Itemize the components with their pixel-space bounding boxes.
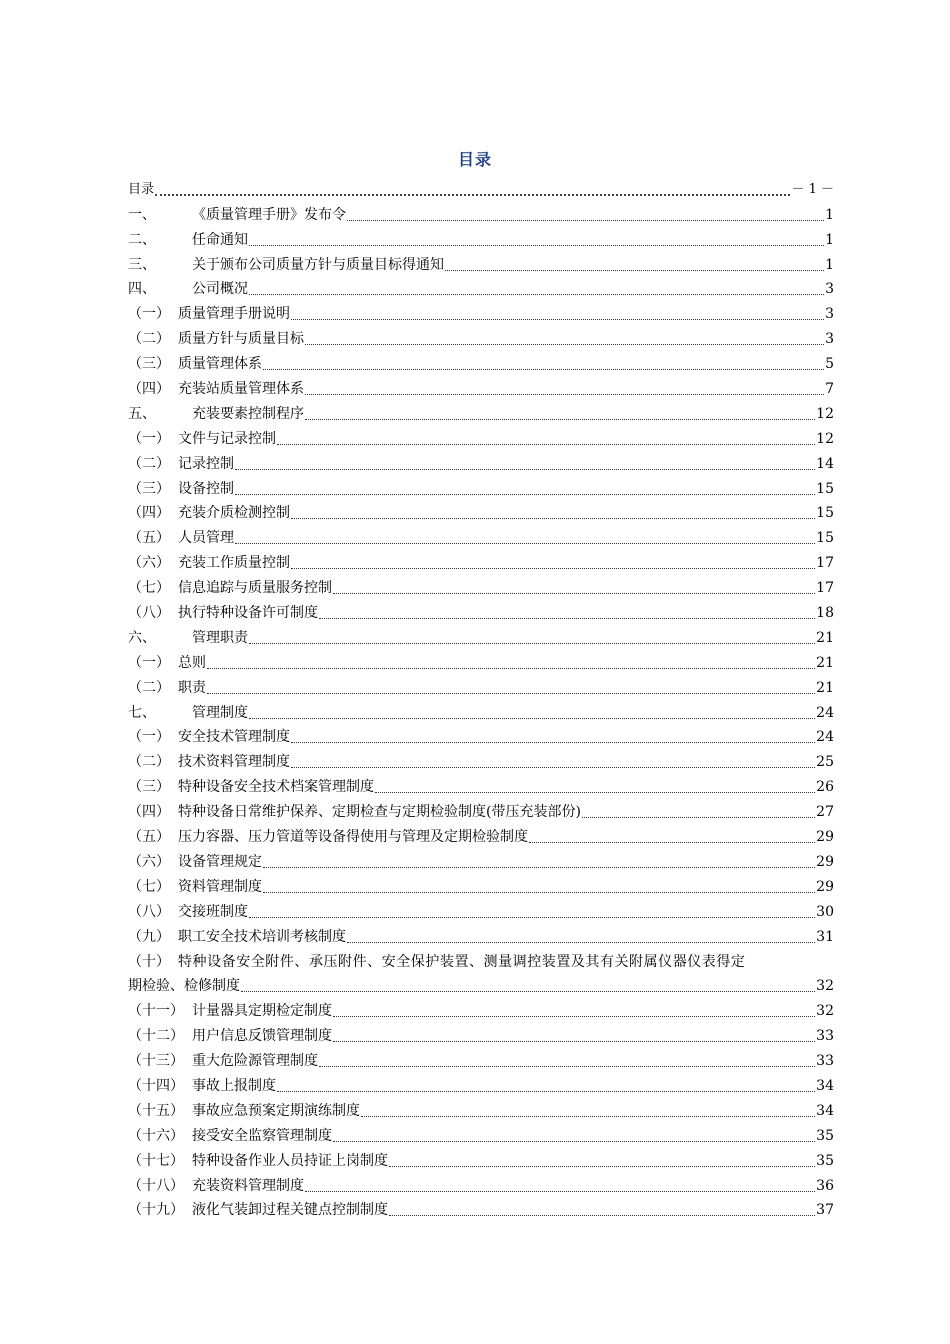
toc-leader-dots — [347, 219, 824, 221]
toc-leader-dots — [305, 343, 824, 345]
toc-entry-page: 7 — [825, 381, 834, 398]
toc-entry-text: 《质量管理手册》发布令 — [192, 206, 346, 223]
toc-entry-page: 18 — [816, 605, 834, 622]
toc-entry-page: 21 — [816, 629, 834, 646]
toc-list — [128, 174, 834, 1219]
toc-entry-page: 15 — [816, 480, 834, 497]
toc-leader-dots — [263, 368, 824, 370]
toc-entry-page: 37 — [816, 1202, 834, 1219]
toc-entry-number: （十四） — [128, 1077, 184, 1094]
toc-entry-page: 34 — [816, 1077, 834, 1094]
toc-entry[interactable] — [128, 224, 834, 249]
toc-entry-number: （一） — [128, 430, 170, 447]
toc-entry[interactable] — [128, 547, 834, 572]
toc-entry-number: （六） — [128, 853, 170, 870]
toc-entry-text: 任命通知 — [192, 231, 248, 248]
toc-entry-number: （五） — [128, 530, 170, 547]
toc-entry[interactable] — [128, 796, 834, 821]
toc-leader-dots — [375, 791, 815, 793]
toc-entry-number: （六） — [128, 555, 170, 572]
toc-leader-dots — [235, 493, 815, 495]
toc-entry-page: 5 — [825, 356, 834, 373]
toc-leader-dots — [389, 1214, 815, 1216]
toc-entry-number: （十六） — [128, 1127, 184, 1144]
toc-entry-number: （五） — [128, 829, 170, 846]
toc-entry[interactable] — [128, 1120, 834, 1145]
toc-entry-text: 交接班制度 — [178, 903, 248, 920]
toc-entry-page: 36 — [816, 1177, 834, 1194]
toc-entry-page: 3 — [825, 331, 834, 348]
toc-entry-page: 26 — [816, 779, 834, 796]
toc-entry[interactable] — [128, 921, 834, 946]
toc-leader-dots — [155, 193, 790, 196]
toc-entry-number: （十五） — [128, 1102, 184, 1119]
toc-entry-page: － 1 － — [791, 181, 834, 197]
toc-entry[interactable] — [128, 1170, 834, 1195]
toc-entry-number: （十三） — [128, 1053, 184, 1070]
toc-entry-text: 信息追踪与质量服务控制 — [178, 580, 332, 597]
toc-entry-number: （十八） — [128, 1177, 184, 1194]
toc-entry-text: 文件与记录控制 — [178, 430, 276, 447]
toc-entry-page: 14 — [816, 455, 834, 472]
toc-entry[interactable] — [128, 722, 834, 747]
toc-entry-text: 安全技术管理制度 — [178, 729, 290, 746]
toc-entry-text: 关于颁布公司质量方针与质量目标得通知 — [192, 256, 444, 273]
toc-entry-text: 充装资料管理制度 — [192, 1177, 304, 1194]
toc-entry[interactable] — [128, 871, 834, 896]
toc-entry-wrapped[interactable] — [128, 946, 834, 996]
toc-leader-dots — [277, 1090, 815, 1092]
toc-entry-page: 1 — [825, 256, 834, 273]
toc-leader-dots — [333, 1040, 815, 1042]
toc-entry-number: 三、 — [128, 256, 156, 273]
toc-entry[interactable] — [128, 423, 834, 448]
toc-entry-number: （十九） — [128, 1202, 184, 1219]
toc-leader-dots — [207, 667, 815, 669]
toc-entry[interactable] — [128, 448, 834, 473]
toc-leader-dots — [445, 269, 824, 271]
toc-entry-page: 29 — [816, 878, 834, 895]
toc-entry[interactable] — [128, 1095, 834, 1120]
toc-entry-text: 资料管理制度 — [178, 878, 262, 895]
toc-entry-text: 职工安全技术培训考核制度 — [178, 928, 346, 945]
toc-entry-page: 31 — [816, 928, 834, 945]
toc-entry-number: （七） — [128, 580, 170, 597]
toc-entry-text: 人员管理 — [178, 530, 234, 547]
toc-entry-page: 3 — [825, 281, 834, 298]
toc-leader-dots — [529, 841, 815, 843]
toc-leader-dots — [291, 567, 815, 569]
toc-entry-text: 设备控制 — [178, 480, 234, 497]
toc-entry[interactable] — [128, 323, 834, 348]
toc-entry[interactable] — [128, 597, 834, 622]
toc-entry-text: 用户信息反馈管理制度 — [192, 1028, 332, 1045]
toc-entry-number: （十七） — [128, 1152, 184, 1169]
toc-entry-number: （二） — [128, 455, 170, 472]
toc-entry-text: 设备管理规定 — [178, 853, 262, 870]
toc-entry-number: （二） — [128, 679, 170, 696]
toc-leader-dots — [319, 1065, 815, 1067]
toc-entry-page: 30 — [816, 903, 834, 920]
toc-entry-text: 质量方针与质量目标 — [178, 331, 304, 348]
toc-leader-dots — [291, 741, 815, 743]
toc-entry[interactable] — [128, 672, 834, 697]
toc-entry-text: 压力容器、压力管道等设备得使用与管理及定期检验制度 — [178, 829, 528, 846]
toc-leader-dots — [291, 318, 824, 320]
toc-entry-number: （十二） — [128, 1028, 184, 1045]
toc-leader-dots — [319, 617, 815, 619]
toc-entry-number: （三） — [128, 356, 170, 373]
toc-entry[interactable] — [128, 622, 834, 647]
toc-entry-page: 29 — [816, 829, 834, 846]
toc-entry-number: （三） — [128, 480, 170, 497]
toc-leader-dots — [249, 916, 815, 918]
toc-entry[interactable] — [128, 771, 834, 796]
toc-entry-text: 技术资料管理制度 — [178, 754, 290, 771]
toc-entry-text: 事故上报制度 — [192, 1077, 276, 1094]
toc-entry-page: 12 — [816, 430, 834, 447]
toc-entry[interactable] — [128, 199, 834, 224]
toc-entry-page: 35 — [816, 1152, 834, 1169]
toc-entry-text: 接受安全监察管理制度 — [192, 1127, 332, 1144]
toc-leader-dots — [582, 816, 815, 818]
toc-leader-dots — [333, 1015, 815, 1017]
toc-leader-dots — [235, 468, 815, 470]
toc-entry-number: （四） — [128, 381, 170, 398]
toc-entry[interactable] — [128, 1070, 834, 1095]
toc-entry-number: 五、 — [128, 405, 156, 422]
toc-leader-dots — [347, 941, 815, 943]
toc-leader-dots — [263, 891, 815, 893]
toc-entry-page: 34 — [816, 1102, 834, 1119]
toc-entry-text: 记录控制 — [178, 455, 234, 472]
toc-leader-dots — [249, 642, 815, 644]
toc-entry-number: （四） — [128, 804, 170, 821]
toc-entry[interactable] — [128, 896, 834, 921]
toc-entry[interactable] — [128, 522, 834, 547]
toc-leader-dots — [333, 592, 815, 594]
toc-entry-page: 35 — [816, 1127, 834, 1144]
toc-entry-text: 充装站质量管理体系 — [178, 381, 304, 398]
toc-entry-text: 液化气装卸过程关键点控制制度 — [192, 1202, 388, 1219]
toc-entry[interactable] — [128, 1020, 834, 1045]
toc-entry-page: 17 — [816, 555, 834, 572]
toc-entry-number: （十） — [128, 953, 170, 970]
toc-entry-number: （十一） — [128, 1003, 184, 1020]
toc-entry[interactable] — [128, 572, 834, 597]
toc-entry[interactable] — [128, 821, 834, 846]
toc-leader-dots — [305, 1190, 815, 1192]
toc-entry-text: 质量管理体系 — [178, 356, 262, 373]
toc-entry-number: 一、 — [128, 206, 156, 223]
toc-leader-dots — [305, 418, 815, 420]
toc-leader-dots — [389, 1165, 815, 1167]
toc-entry-page: 1 — [825, 231, 834, 248]
toc-entry-number: （三） — [128, 779, 170, 796]
toc-entry-page: 17 — [816, 580, 834, 597]
toc-entry[interactable] — [128, 995, 834, 1020]
toc-entry-page: 27 — [816, 804, 834, 821]
toc-entry-text: 充装工作质量控制 — [178, 555, 290, 572]
toc-entry-text: 执行特种设备许可制度 — [178, 605, 318, 622]
toc-entry[interactable] — [128, 1145, 834, 1170]
toc-entry-page: 33 — [816, 1028, 834, 1045]
toc-entry-text: 职责 — [178, 679, 206, 696]
toc-entry-number: （一） — [128, 654, 170, 671]
toc-leader-dots — [241, 990, 815, 992]
toc-entry-number: （二） — [128, 331, 170, 348]
toc-entry-text: 特种设备日常维护保养、定期检查与定期检验制度(带压充装部份) — [178, 804, 581, 821]
toc-entry-text-line2: 期检验、检修制度 — [128, 978, 240, 995]
toc-entry-text-line1: 特种设备安全附件、承压附件、安全保护装置、测量调控装置及其有关附属仪器仪表得定 — [178, 953, 746, 970]
toc-entry-text: 总则 — [178, 654, 206, 671]
toc-entry-number: （一） — [128, 306, 170, 323]
toc-leader-dots — [235, 542, 815, 544]
toc-entry-text: 管理制度 — [192, 704, 248, 721]
toc-entry[interactable] — [128, 647, 834, 672]
toc-entry[interactable] — [128, 746, 834, 771]
toc-entry-number: 七、 — [128, 704, 156, 721]
toc-leader-dots — [249, 293, 824, 295]
toc-entry-page: 21 — [816, 679, 834, 696]
toc-entry-text: 特种设备作业人员持证上岗制度 — [192, 1152, 388, 1169]
toc-entry-number: （四） — [128, 505, 170, 522]
toc-entry-text: 充装介质检测控制 — [178, 505, 290, 522]
toc-entry-page: 25 — [816, 754, 834, 771]
toc-entry[interactable] — [128, 249, 834, 274]
toc-leader-dots — [361, 1115, 815, 1117]
toc-entry[interactable] — [128, 697, 834, 722]
toc-entry-number: （八） — [128, 605, 170, 622]
toc-title: 目录 — [457, 150, 492, 169]
toc-leader-dots — [277, 443, 815, 445]
toc-entry-page: 24 — [816, 729, 834, 746]
toc-entry-number: （八） — [128, 903, 170, 920]
toc-leader-dots — [249, 717, 815, 719]
toc-entry[interactable] — [128, 373, 834, 398]
toc-entry[interactable] — [128, 1045, 834, 1070]
toc-entry-number: 六、 — [128, 629, 156, 646]
toc-leader-dots — [207, 692, 815, 694]
toc-entry-text: 充装要素控制程序 — [192, 405, 304, 422]
toc-entry-self[interactable] — [128, 174, 834, 199]
toc-entry-page: 1 — [825, 206, 834, 223]
toc-entry-text: 计量器具定期检定制度 — [192, 1003, 332, 1020]
toc-entry-text: 重大危险源管理制度 — [192, 1053, 318, 1070]
toc-entry[interactable] — [128, 348, 834, 373]
toc-entry[interactable] — [128, 846, 834, 871]
toc-entry-page: 15 — [816, 505, 834, 522]
toc-entry-page: 24 — [816, 704, 834, 721]
toc-entry-page: 21 — [816, 654, 834, 671]
toc-leader-dots — [333, 1140, 815, 1142]
toc-entry-page: 3 — [825, 306, 834, 323]
toc-leader-dots — [263, 866, 815, 868]
toc-entry-page: 32 — [816, 1003, 834, 1020]
toc-entry[interactable] — [128, 1195, 834, 1220]
toc-leader-dots — [249, 244, 824, 246]
toc-entry-page: 29 — [816, 853, 834, 870]
toc-entry-number: 四、 — [128, 281, 156, 298]
toc-entry-text: 特种设备安全技术档案管理制度 — [178, 779, 374, 796]
toc-entry-page: 15 — [816, 530, 834, 547]
toc-entry-text: 目录 — [128, 181, 155, 197]
toc-entry-text: 质量管理手册说明 — [178, 306, 290, 323]
toc-entry-text: 公司概况 — [192, 281, 248, 298]
toc-entry-text: 事故应急预案定期演练制度 — [192, 1102, 360, 1119]
toc-leader-dots — [291, 517, 815, 519]
toc-entry-number: （二） — [128, 754, 170, 771]
toc-entry-text: 管理职责 — [192, 629, 248, 646]
toc-entry-page: 32 — [816, 978, 834, 995]
toc-entry-number: （一） — [128, 729, 170, 746]
toc-entry[interactable] — [128, 473, 834, 498]
toc-entry-number: （九） — [128, 928, 170, 945]
toc-entry[interactable] — [128, 274, 834, 299]
toc-entry-page: 33 — [816, 1053, 834, 1070]
toc-entry[interactable] — [128, 298, 834, 323]
toc-entry-page: 12 — [816, 405, 834, 422]
toc-entry[interactable] — [128, 398, 834, 423]
toc-entry[interactable] — [128, 498, 834, 523]
toc-entry-number: 二、 — [128, 231, 156, 248]
toc-entry-number: （七） — [128, 878, 170, 895]
toc-leader-dots — [291, 766, 815, 768]
toc-leader-dots — [305, 393, 824, 395]
